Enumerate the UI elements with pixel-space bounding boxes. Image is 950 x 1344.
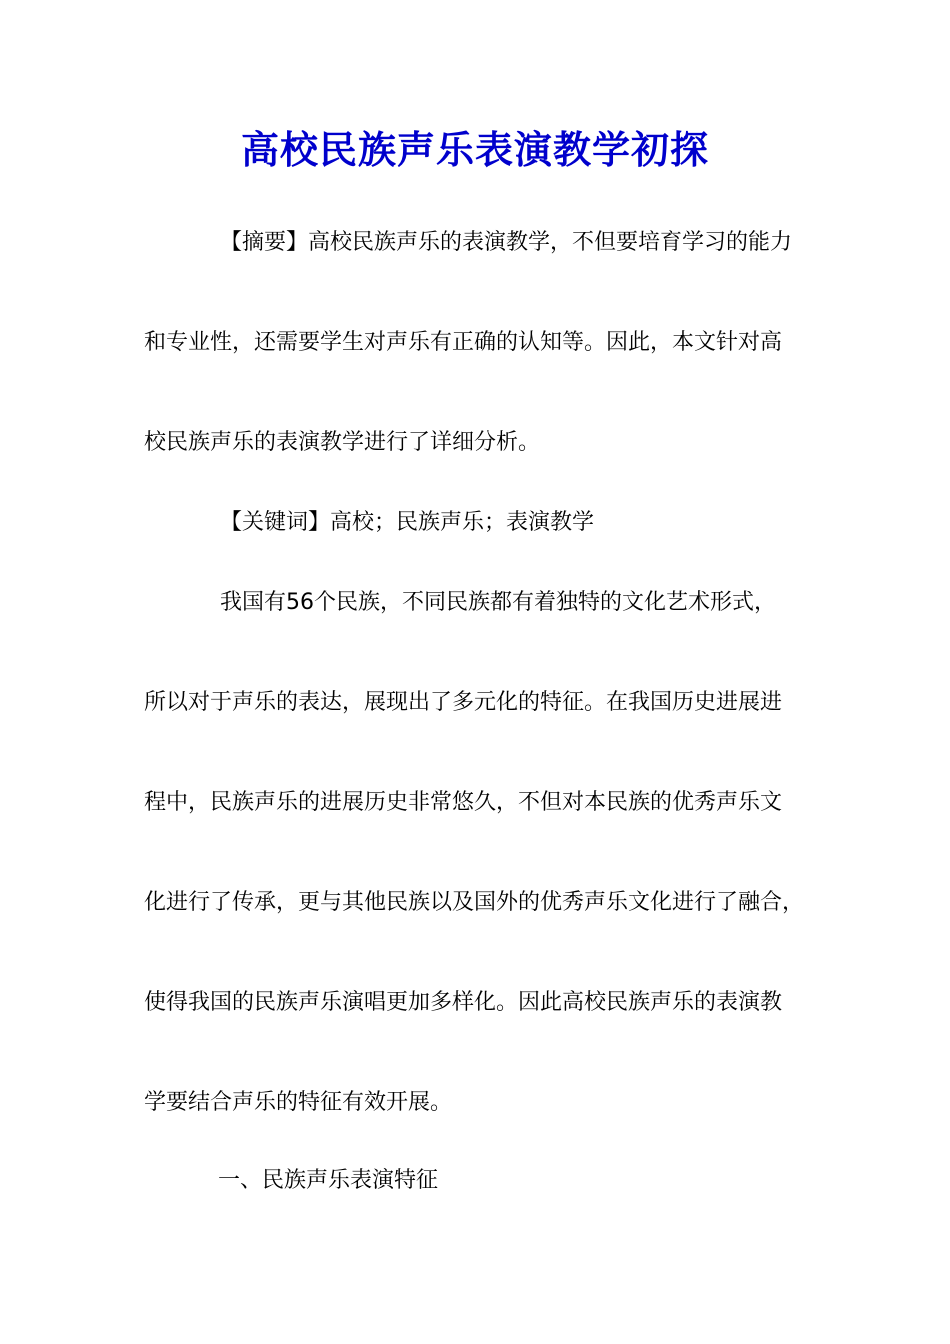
abstract-line-2: 和专业性，还需要学生对声乐有正确的认知等。因此，本文针对高 [144,330,783,355]
intro-line-5: 使得我国的民族声乐演唱更加多样化。因此高校民族声乐的表演教 [144,990,783,1015]
keywords-line: 【关键词】高校；民族声乐；表演教学 [220,510,595,535]
section-heading: 一、民族声乐表演特征 [218,1168,439,1193]
intro-line-2: 所以对于声乐的表达，展现出了多元化的特征。在我国历史进展进 [144,690,783,715]
intro-line-3: 程中，民族声乐的进展历史非常悠久，不但对本民族的优秀声乐文 [144,790,783,815]
document-title: 高校民族声乐表演教学初探 [240,127,709,172]
intro-line-4: 化进行了传承，更与其他民族以及国外的优秀声乐文化进行了融合， [144,890,805,915]
intro-line-6: 学要结合声乐的特征有效开展。 [144,1090,453,1115]
abstract-line-3: 校民族声乐的表演教学进行了详细分析。 [144,430,541,455]
intro-line-1: 我国有56个民族，不同民族都有着独特的文化艺术形式， [220,590,776,615]
abstract-line-1: 【摘要】高校民族声乐的表演教学，不但要培育学习的能力 [220,230,793,255]
